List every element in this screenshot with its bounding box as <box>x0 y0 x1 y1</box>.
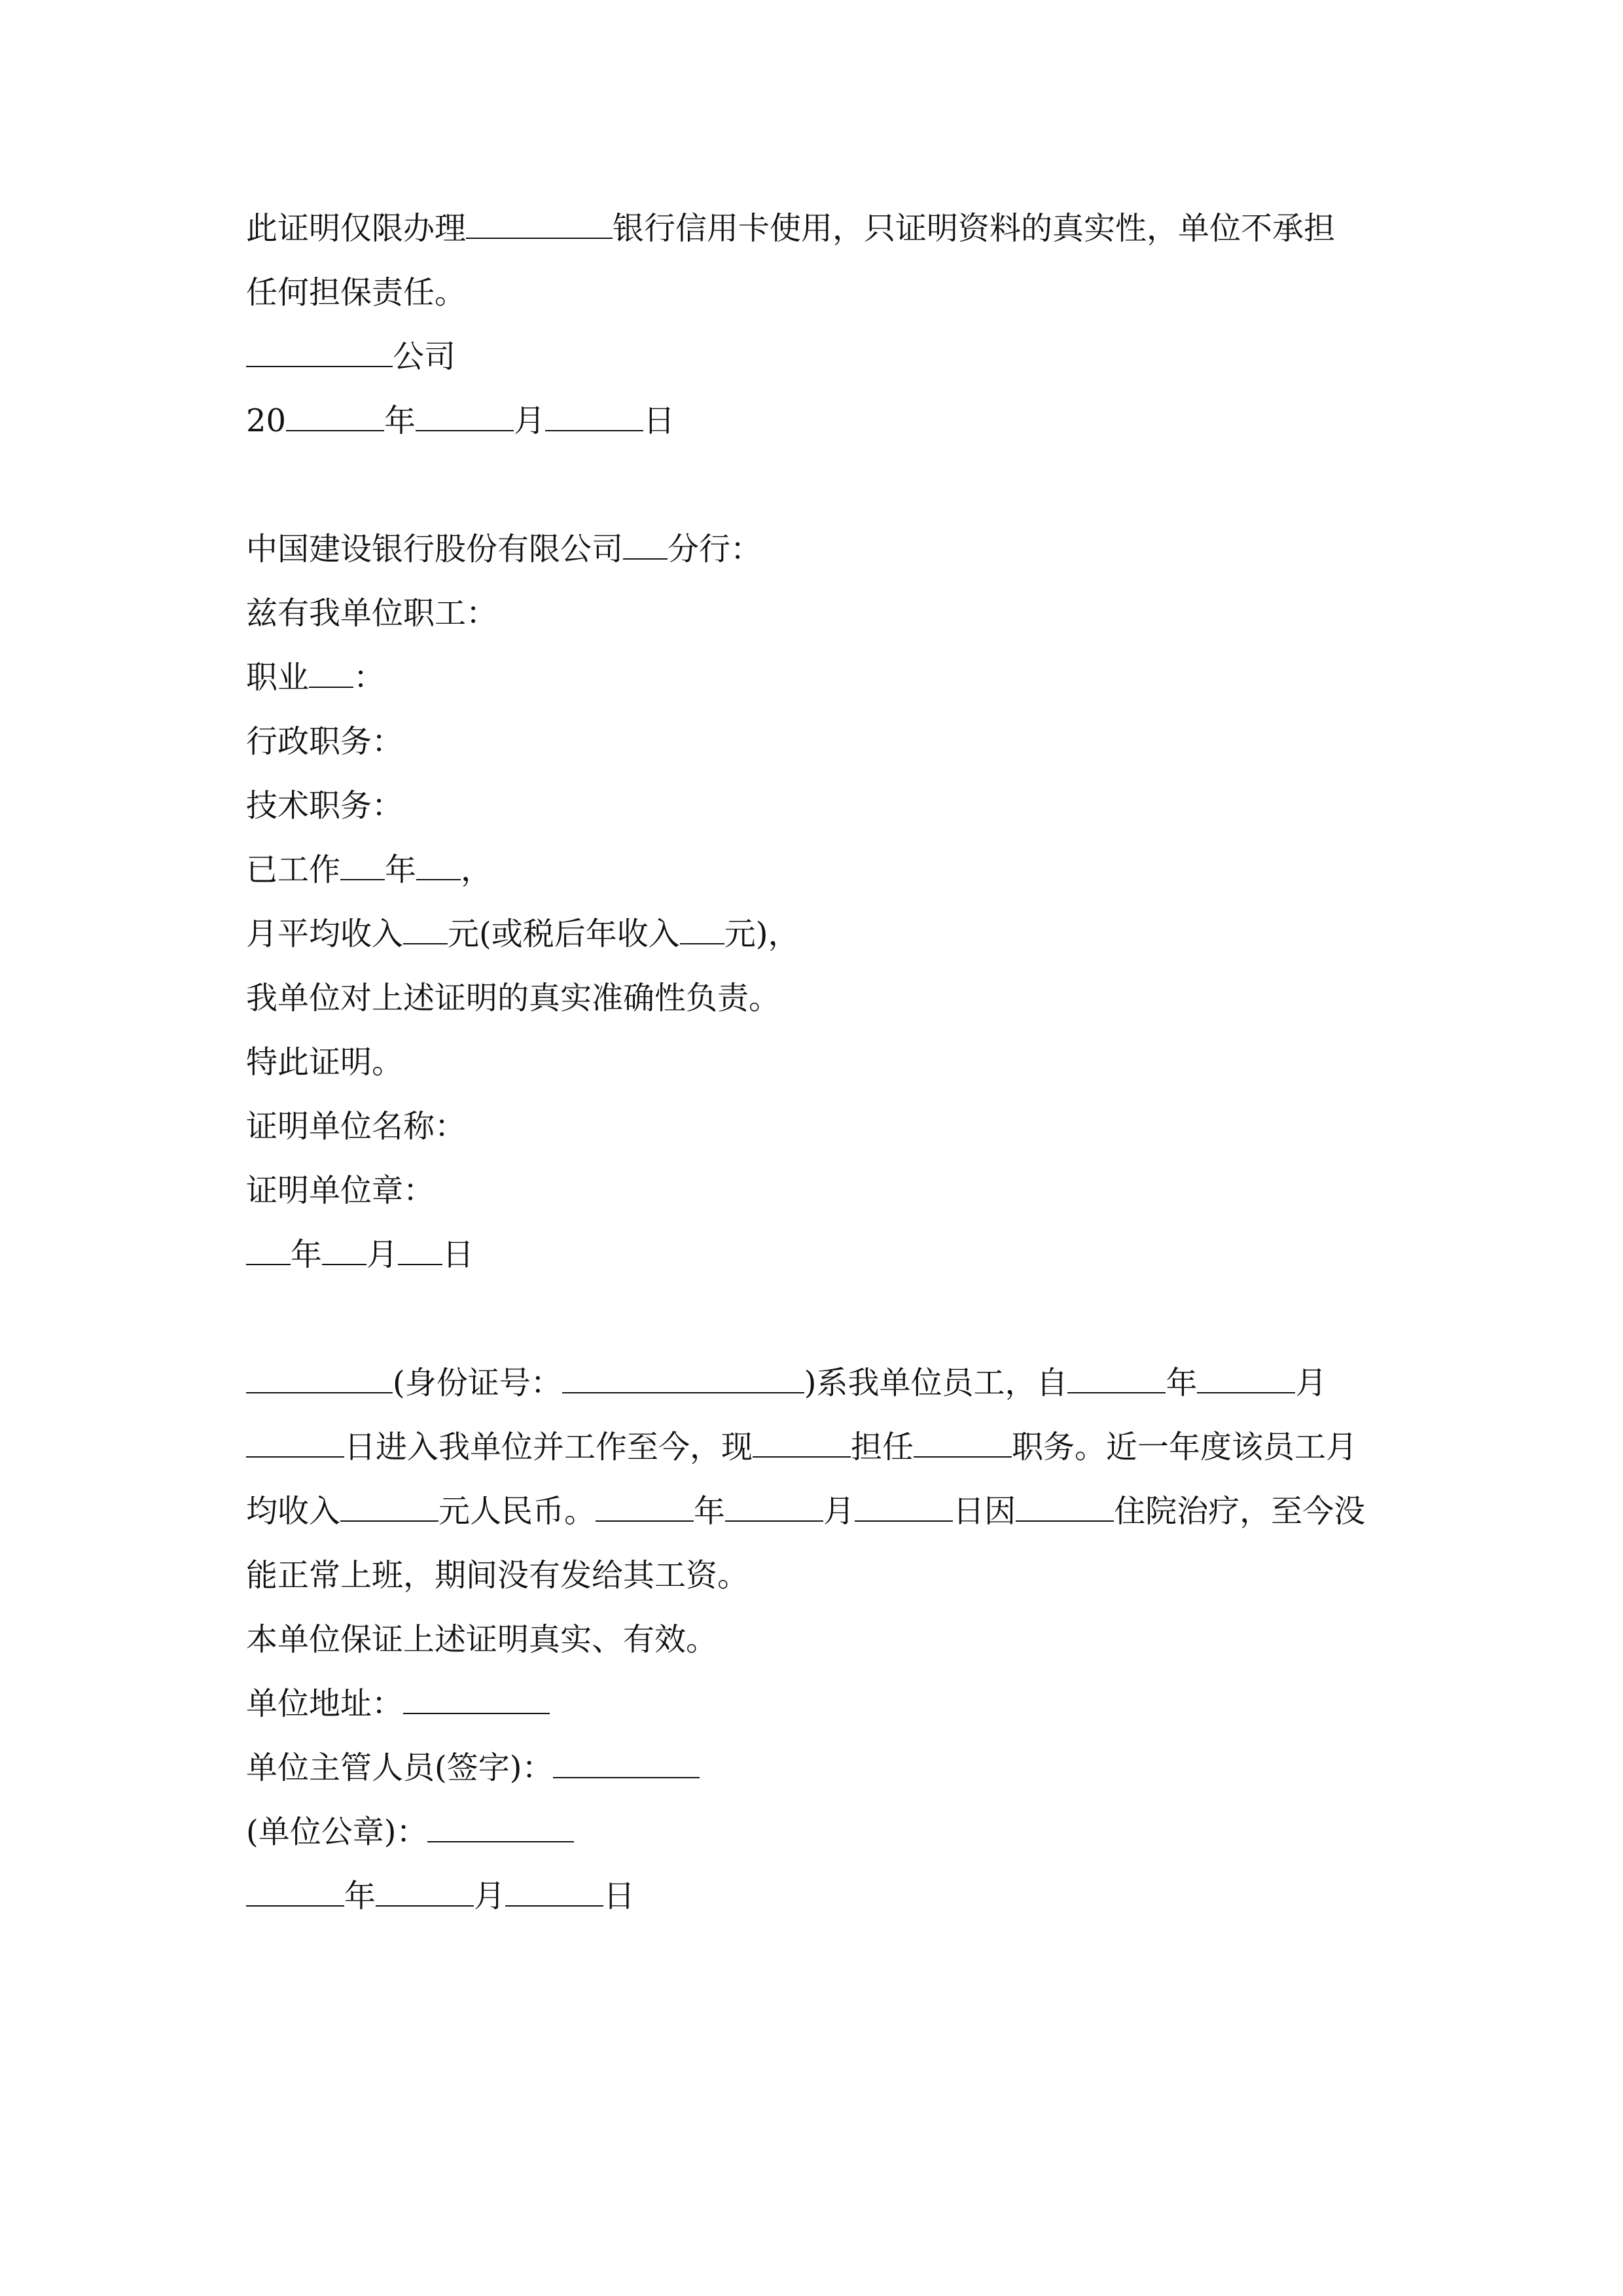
s3-year-blank[interactable] <box>246 1879 344 1907</box>
annual-income-label: 元(或税后年收入 <box>448 916 680 952</box>
s2-admin-position-line: 行政职务： <box>246 723 404 760</box>
worked-years-blank[interactable] <box>340 853 385 880</box>
s1-year-label: 年 <box>384 403 416 439</box>
s2-employee-line: 兹有我单位职工： <box>246 595 498 632</box>
s3-leave-year-blank[interactable] <box>596 1494 694 1522</box>
branch-blank[interactable] <box>623 532 668 560</box>
s1-line2: 任何担保责任。 <box>246 274 467 311</box>
employee-since-text: )系我单位员工，自 <box>804 1365 1068 1401</box>
s3-line1 <box>246 1351 1378 1415</box>
illness-blank[interactable] <box>1016 1494 1114 1522</box>
s2-unit-name-line: 证明单位名称： <box>246 1108 467 1145</box>
official-seal-blank[interactable] <box>427 1815 574 1842</box>
worked-year-label: 年 <box>385 852 417 888</box>
position-blank[interactable] <box>914 1430 1012 1458</box>
s3-day-blank[interactable] <box>505 1879 603 1907</box>
avg-income-label: 均收入 <box>246 1493 341 1530</box>
s1-company-line <box>246 325 1378 389</box>
s3-leave-year-label: 年 <box>694 1493 726 1530</box>
section-gap-2 <box>246 1287 1378 1351</box>
s3-date-line <box>246 1864 1378 1928</box>
s3-start-day-text: 日进入我单位并工作至今，现 <box>344 1429 753 1465</box>
rmb-label: 元人民币。 <box>438 1493 596 1530</box>
s3-day-label: 日 <box>603 1878 635 1914</box>
s1-month-label: 月 <box>514 403 546 439</box>
s2-month-blank[interactable] <box>322 1238 366 1265</box>
s1-day-blank[interactable] <box>545 404 643 431</box>
s2-income-line <box>246 902 1378 966</box>
s2-year-blank[interactable] <box>246 1238 291 1265</box>
address-blank[interactable] <box>403 1687 550 1714</box>
s1-day-label: 日 <box>643 403 675 439</box>
s1-date-line <box>246 389 1378 453</box>
occupation-label: 职业 <box>246 659 310 696</box>
monthly-income-label: 月平均收入 <box>246 916 404 952</box>
s3-address-line <box>246 1672 1378 1736</box>
s2-responsible-line: 我单位对上述证明的真实准确性负责。 <box>246 980 781 1016</box>
s2-worked-line <box>246 838 1378 902</box>
worked-extra-blank[interactable] <box>416 853 461 880</box>
id-label: (身份证号： <box>393 1365 562 1401</box>
s3-leave-day-blank[interactable] <box>855 1494 953 1522</box>
s1-month-blank[interactable] <box>416 404 514 431</box>
supervisor-signature-blank[interactable] <box>553 1751 700 1778</box>
s2-day-label: 日 <box>442 1236 474 1273</box>
serve-label: 担任 <box>851 1429 914 1465</box>
s3-start-month-blank[interactable] <box>1197 1366 1295 1393</box>
worked-label: 已工作 <box>246 852 341 888</box>
s3-supervisor-line <box>246 1736 1378 1800</box>
duty-text: 职务。近一年度该员工月 <box>1012 1429 1358 1465</box>
because-label: 日因 <box>953 1493 1016 1530</box>
s3-start-day-blank[interactable] <box>246 1430 344 1458</box>
current-dept-blank[interactable] <box>753 1430 851 1458</box>
section-gap-1 <box>246 453 1378 517</box>
s2-date-line <box>246 1223 1378 1287</box>
s3-leave-month-blank[interactable] <box>725 1494 823 1522</box>
bank-name-blank[interactable] <box>466 211 613 239</box>
s3-year-label: 年 <box>344 1878 376 1914</box>
address-label: 单位地址： <box>246 1685 404 1722</box>
s3-line3 <box>246 1479 1378 1543</box>
s3-month-blank[interactable] <box>376 1879 474 1907</box>
annual-income-unit: 元)， <box>724 916 800 952</box>
company-label: 公司 <box>393 338 456 375</box>
employee-name-blank[interactable] <box>246 1366 393 1393</box>
date-prefix: 20 <box>246 403 287 439</box>
s3-line2 <box>246 1415 1378 1479</box>
s3-line4: 能正常上班，期间没有发给其工资。 <box>246 1557 749 1594</box>
s2-unit-seal-line: 证明单位章： <box>246 1172 435 1209</box>
worked-comma: ， <box>461 852 493 888</box>
hospital-text: 住院治疗，至今没 <box>1114 1493 1366 1530</box>
s1-line1 <box>246 196 1378 260</box>
s3-seal-line <box>246 1800 1378 1864</box>
avg-income-blank[interactable] <box>340 1494 438 1522</box>
s1-line1-text-b: 银行信用卡使用，只证明资料的真实性，单位不承担 <box>613 210 1336 247</box>
s1-line1-text-a: 此证明仅限办理 <box>246 210 467 247</box>
occupation-blank[interactable] <box>309 660 353 688</box>
document-page <box>246 196 1378 1928</box>
s2-hereby-line: 特此证明。 <box>246 1044 404 1081</box>
id-number-blank[interactable] <box>562 1366 804 1393</box>
bank-title-a: 中国建设银行股份有限公司 <box>246 531 624 567</box>
s2-bank-line <box>246 517 1378 581</box>
s3-start-year-label: 年 <box>1166 1365 1198 1401</box>
s3-month-label: 月 <box>474 1878 506 1914</box>
official-seal-label: (单位公章)： <box>246 1814 428 1850</box>
s1-year-blank[interactable] <box>286 404 384 431</box>
s3-start-month-label: 月 <box>1295 1365 1327 1401</box>
s2-day-blank[interactable] <box>398 1238 442 1265</box>
monthly-income-blank[interactable] <box>403 917 448 944</box>
s3-leave-month-label: 月 <box>823 1493 855 1530</box>
s2-month-label: 月 <box>366 1236 399 1273</box>
s3-guarantee-line: 本单位保证上述证明真实、有效。 <box>246 1621 718 1658</box>
s2-occupation-line <box>246 645 1378 709</box>
occupation-colon: ： <box>353 659 385 696</box>
bank-title-b: 分行： <box>668 531 762 567</box>
annual-income-blank[interactable] <box>680 917 724 944</box>
s2-year-label: 年 <box>291 1236 323 1273</box>
company-name-blank[interactable] <box>246 340 393 367</box>
s2-tech-position-line: 技术职务： <box>246 787 404 824</box>
s3-start-year-blank[interactable] <box>1067 1366 1166 1393</box>
supervisor-label: 单位主管人员(签字)： <box>246 1749 554 1786</box>
